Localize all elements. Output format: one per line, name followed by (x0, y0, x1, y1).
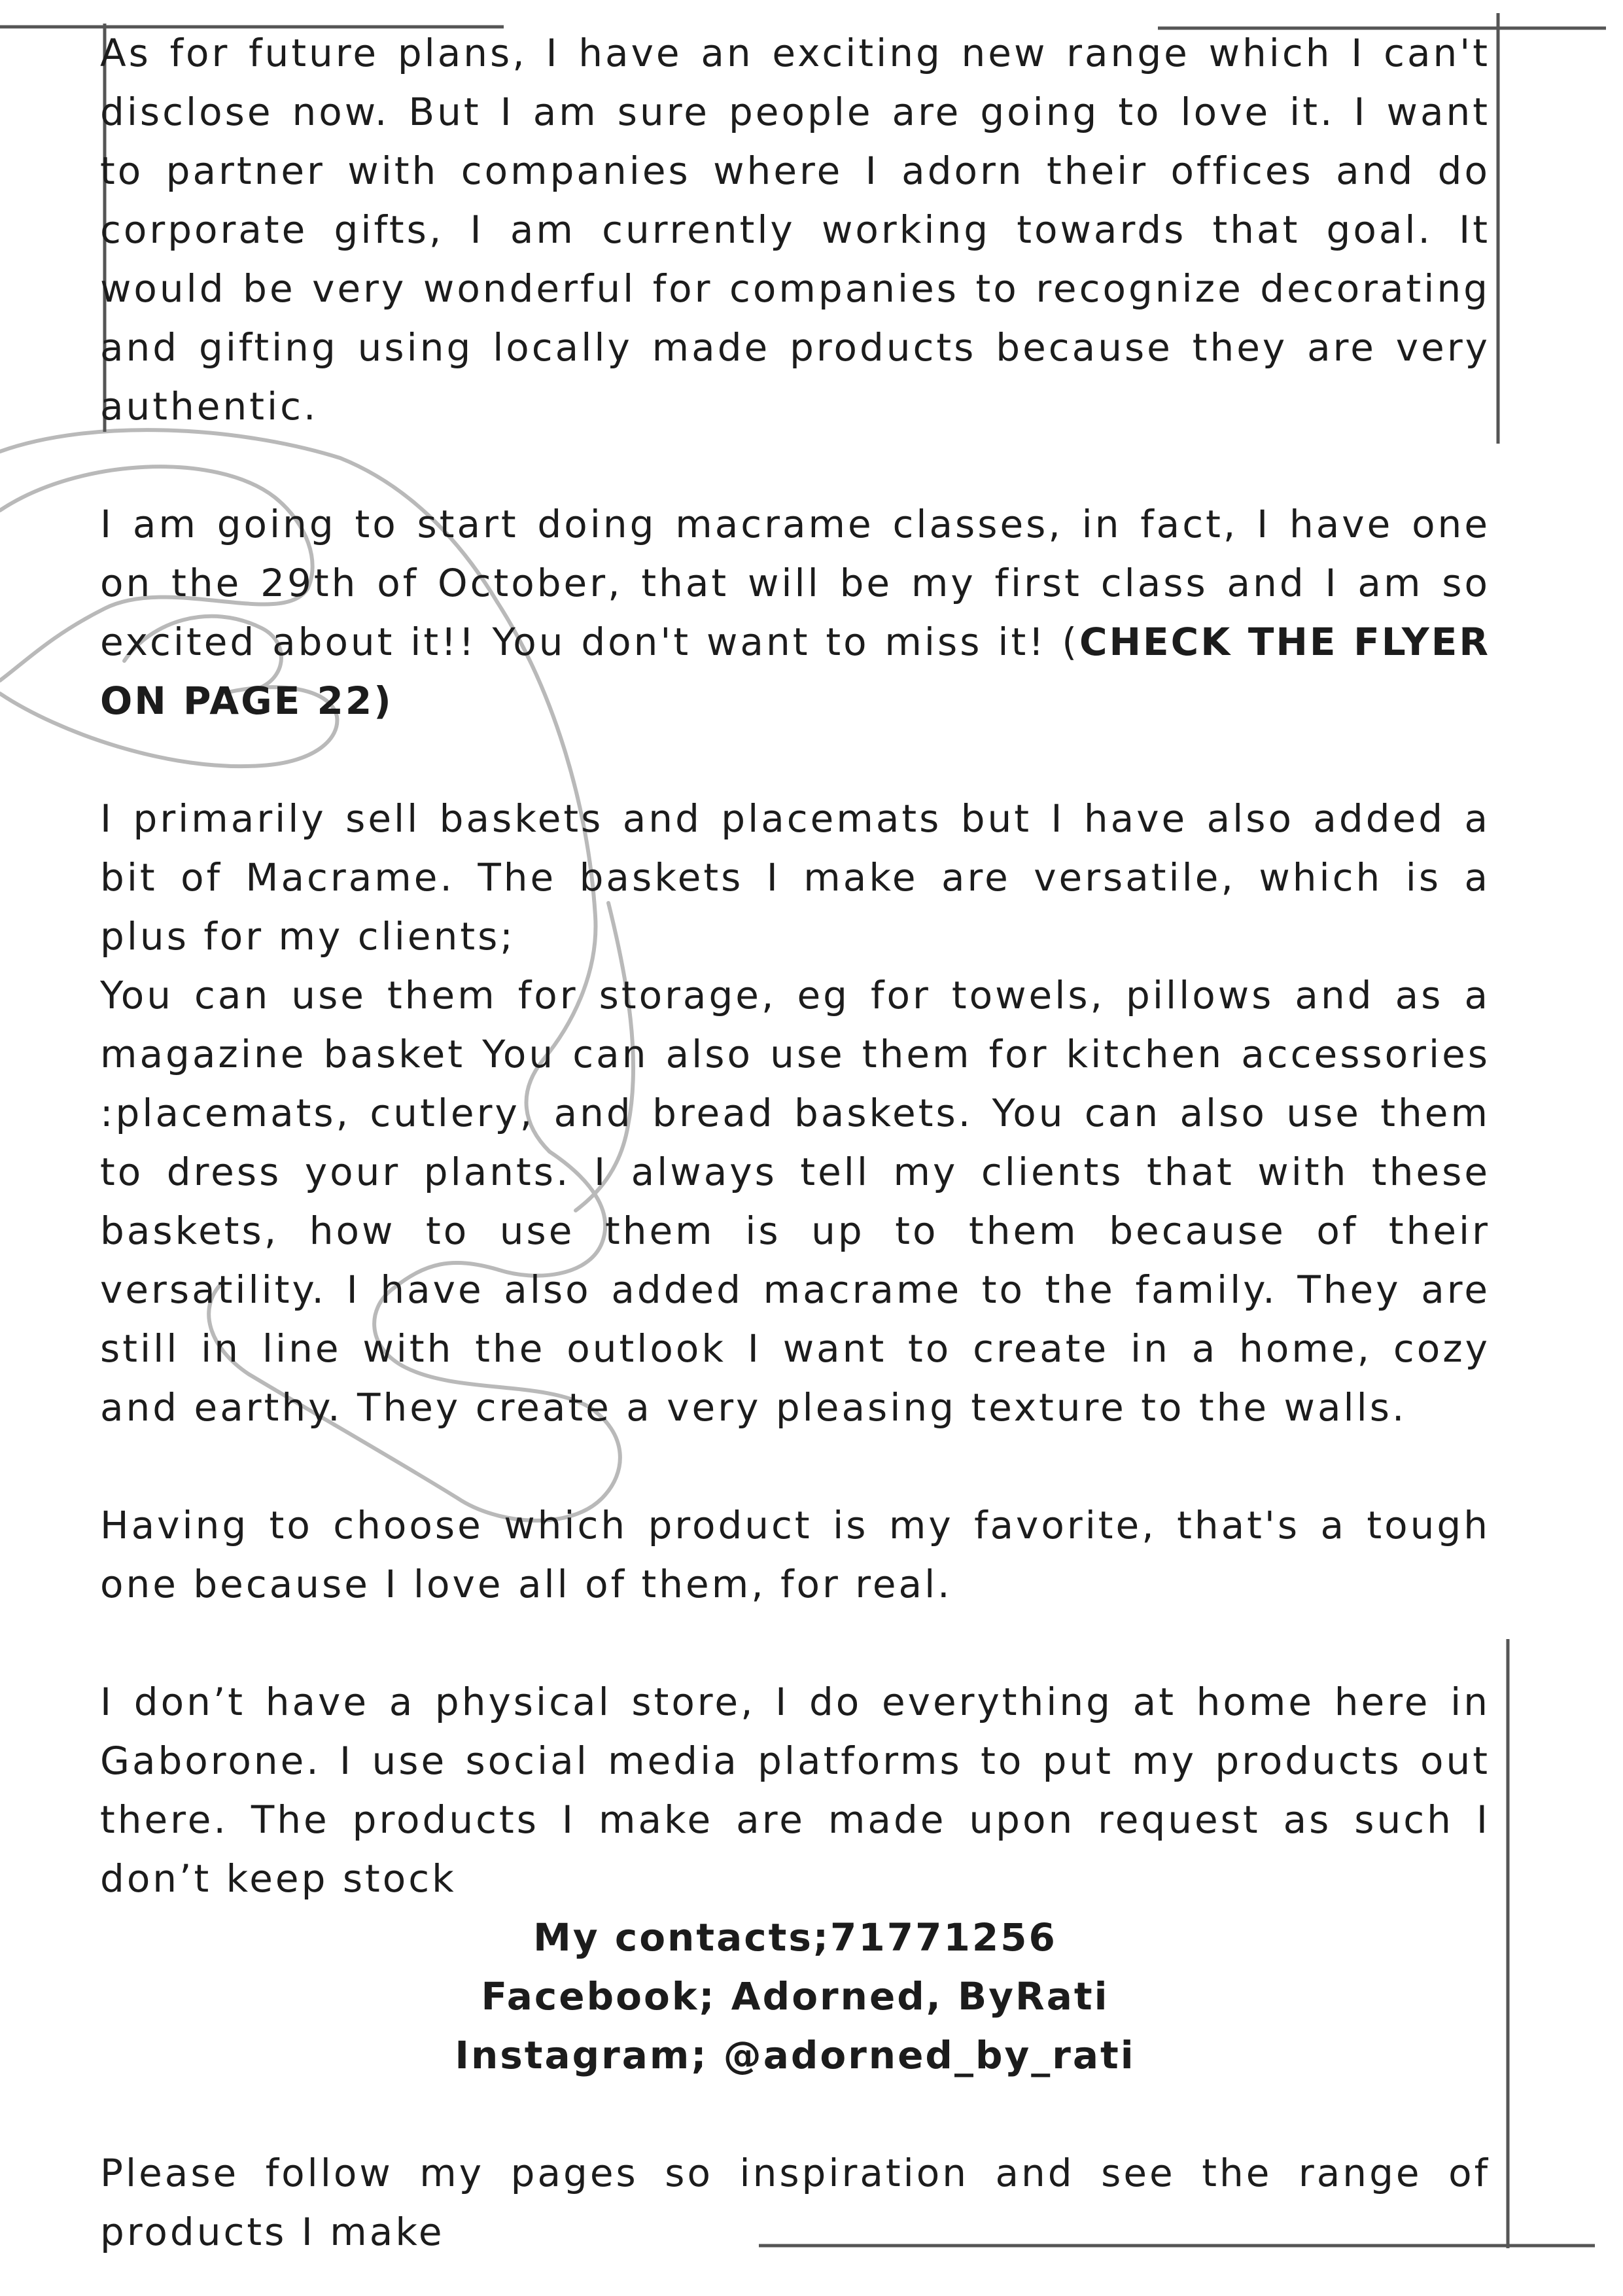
paragraph-spacer (100, 1437, 1490, 1496)
paragraph-favorite: Having to choose which product is my favorite, that's a tough one because I love all of them, for real. (100, 1503, 1490, 1606)
paragraph-products-intro: I primarily sell baskets and placemats but I have also added a bit of Macrame. The baskets I make are versatile, which is a plus for my clients; (100, 796, 1490, 959)
paragraph-spacer (100, 730, 1490, 789)
paragraph-product-uses: You can use them for storage, eg for towels, pillows and as a magazine basket You can also use them for kitchen accessories :placemats, cutlery, and bread baskets. You can also use them to dress your plants. I always tell my clients that with these baskets, how to use them is up to them because of their versatility. I have also added macrame to the family. They are still in line with the outlook I want to create in a home, cozy and earthy. They create a very pleasing texture to the walls. (100, 973, 1490, 1430)
contact-instagram: Instagram; @adorned_by_rati (455, 2033, 1136, 2077)
flyer-reference: CHECK THE FLYER ON PAGE 22 (100, 620, 1490, 723)
paragraph-follow: Please follow my pages so inspiration and see the range of products I make (100, 2151, 1490, 2254)
contact-phone: My contacts;71771256 (533, 1915, 1057, 1960)
classes-text: I am going to start doing macrame classes, in fact, I have one on the 29th of October, that will be my first class and I am so excited about it!! You don't want to miss it! ( (100, 502, 1490, 664)
paragraph-spacer (100, 436, 1490, 495)
paragraph-store: I don’t have a physical store, I do everything at home here in Gaborone. I use social media platforms to put my products out there. The products I make are made upon request as such I don’t keep stock (100, 1680, 1490, 1901)
paragraph-macrame-classes (100, 495, 1490, 730)
classes-close-paren: ) (374, 679, 393, 723)
article-body (100, 24, 1490, 2261)
paragraph-spacer (100, 1614, 1490, 1672)
contact-facebook: Facebook; Adorned, ByRati (481, 1974, 1109, 2019)
contacts-block (100, 1908, 1490, 2085)
paragraph-spacer (100, 2085, 1490, 2144)
paragraph-future-plans: As for future plans, I have an exciting new range which I can't disclose now. But I am sure people are going to love it. I want to partner with companies where I adorn their offices and do corporate gifts, I am currently working towards that goal. It would be very wonderful for companies to recognize decorating and gifting using locally made products because they are very authentic. (100, 31, 1490, 429)
